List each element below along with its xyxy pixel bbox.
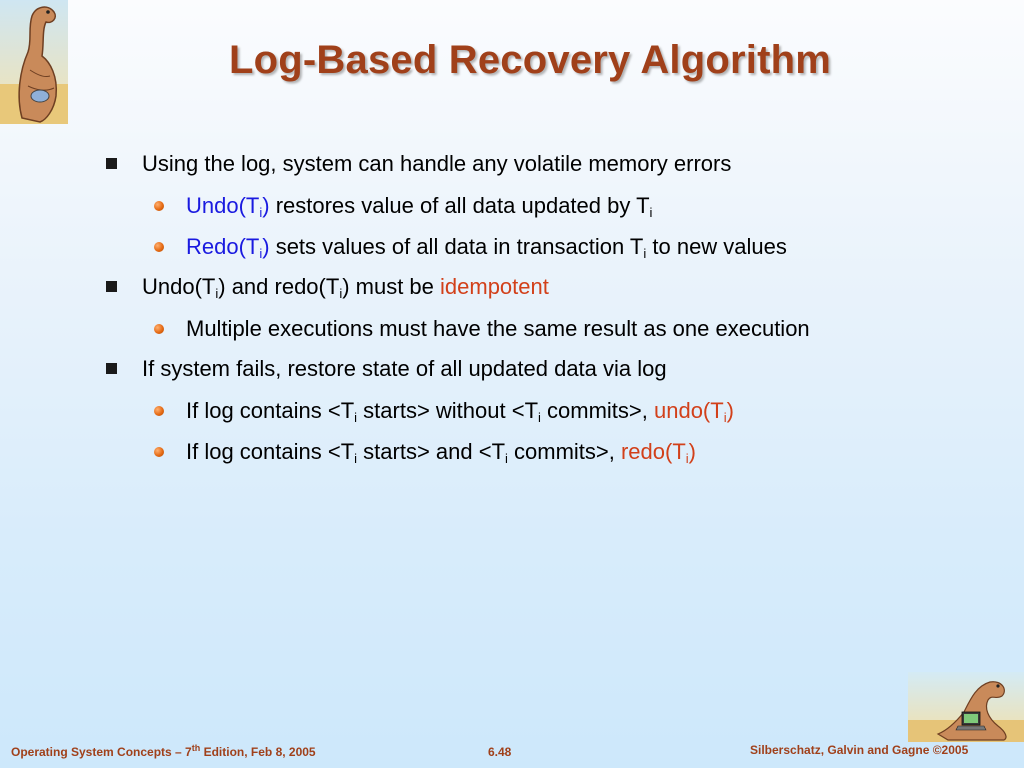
bullet-text: Multiple executions must have the same result as one execution — [186, 316, 810, 341]
footer-copyright: Silberschatz, Galvin and Gagne ©2005 — [750, 743, 969, 757]
bullet-3 — [102, 355, 982, 383]
round-bullet-icon — [154, 242, 164, 252]
sub-bullet-3-1: If log contains $<T_i$ starts> without $<T_i$ commits>, $undo(T_i)$ — [102, 396, 982, 426]
slide-title: Log-Based Recovery Algorithm — [228, 38, 831, 82]
round-bullet-icon — [154, 324, 164, 334]
sub-bullet-1-1: $Undo(T_i)$ restores value of all data updated by $T_i$ — [102, 191, 982, 221]
square-bullet-icon — [106, 363, 117, 374]
bullet-text: Using the log, system can handle any volatile memory errors — [142, 151, 732, 176]
sub-bullet-1-2: $Redo(T_i)$ sets values of all data in transaction $T_i$ to new values — [102, 232, 982, 262]
bullet-2: $Undo(T_i)$ and $redo(T_i)$ must be idempotent — [102, 273, 982, 301]
bullet-1 — [102, 150, 982, 178]
bullet-list — [102, 150, 982, 478]
footer-book-title: Operating System Concepts – 7th Edition, Feb 8, 2005 — [11, 743, 316, 759]
redo-function: $Redo(T_i)$ — [186, 234, 270, 261]
sub-bullet-2-1 — [102, 314, 982, 344]
sub-bullet-3-2: If log contains $<T_i$ starts> and $<T_i$ commits>, $redo(T_i)$ — [102, 437, 982, 467]
bullet-text: restores value of all data updated by T — [269, 193, 650, 218]
undo-action: $undo(T_i)$ — [653, 398, 734, 425]
bullet-text: If system fails, restore state of all updated data via log — [142, 356, 667, 381]
undo-function: $Undo(T_i)$ — [186, 193, 270, 220]
footer-page-number: 6.48 — [488, 745, 512, 759]
round-bullet-icon — [154, 406, 164, 416]
redo-action: $redo(T_i)$ — [620, 439, 696, 466]
round-bullet-icon — [154, 201, 164, 211]
square-bullet-icon — [106, 158, 117, 169]
bullet-text: sets values of all data in transaction T — [269, 234, 644, 259]
idempotent-term: idempotent — [440, 274, 549, 299]
square-bullet-icon — [106, 281, 117, 292]
dinosaur-laptop-icon — [908, 672, 1024, 742]
round-bullet-icon — [154, 447, 164, 457]
